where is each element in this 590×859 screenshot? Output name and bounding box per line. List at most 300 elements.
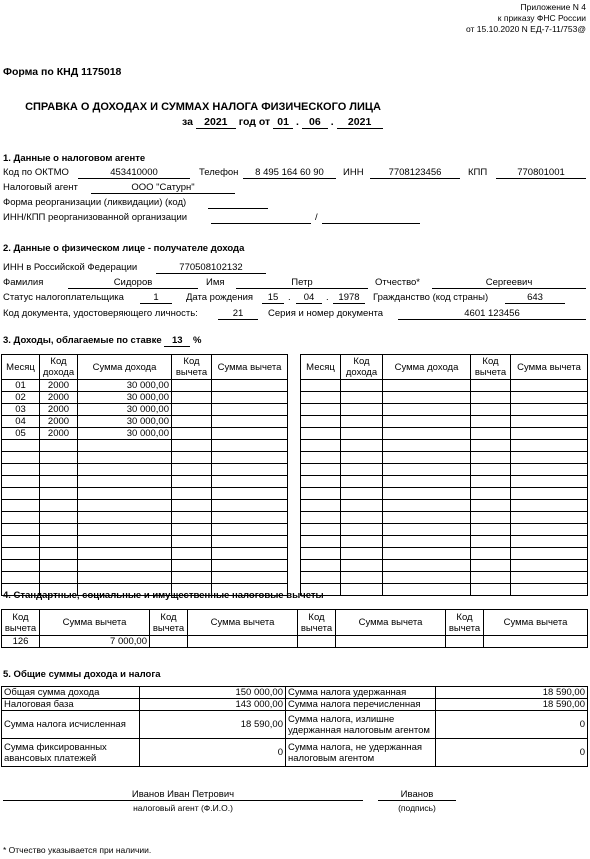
- deduction-sum-cell: [212, 560, 288, 572]
- table-row: [301, 452, 588, 464]
- month-cell: [301, 440, 341, 452]
- th-sum: Сумма вычета: [336, 610, 446, 636]
- deduction-sum-cell: [212, 404, 288, 416]
- deduction-sum-cell: [511, 380, 588, 392]
- deduction-code: 126: [2, 636, 40, 648]
- agent-name: Иванов Иван Петрович: [3, 789, 363, 801]
- income-sum-cell: [78, 548, 172, 560]
- month-cell: [2, 572, 40, 584]
- agent-caption: налоговый агент (Ф.И.О.): [133, 803, 233, 813]
- month-cell: [301, 524, 341, 536]
- deduction-sum-cell: [212, 524, 288, 536]
- month-cell: [301, 464, 341, 476]
- income-sum-cell: [78, 464, 172, 476]
- income-sum-cell: [383, 524, 471, 536]
- excess-label: Сумма налога, излишне удержанная налоговым агентом: [286, 711, 436, 739]
- deduction-code-cell: [471, 560, 511, 572]
- income-sum-cell: [78, 524, 172, 536]
- transferred-value: 18 590,00: [436, 699, 588, 711]
- date-dot: .: [330, 116, 334, 128]
- income-sum-cell: [383, 500, 471, 512]
- deduction-sum-cell: [511, 488, 588, 500]
- deduction-code-cell: [172, 524, 212, 536]
- table-row: [2, 548, 288, 560]
- income-code-cell: [40, 524, 78, 536]
- year-value: 2021: [196, 116, 236, 129]
- th-month: Месяц: [301, 355, 341, 380]
- section2-title: 2. Данные о физическом лице - получателе дохода: [3, 243, 245, 254]
- month-cell: 03: [2, 404, 40, 416]
- income-code-cell: [40, 512, 78, 524]
- empty-cell: [298, 636, 336, 648]
- month-cell: [2, 536, 40, 548]
- income-code-cell: [341, 524, 383, 536]
- deduction-code-cell: [471, 584, 511, 596]
- income-table-left: [1, 354, 288, 596]
- date-dot: .: [296, 116, 299, 128]
- deduction-sum-cell: [212, 392, 288, 404]
- table-row: [301, 404, 588, 416]
- deduction-code-cell: [172, 512, 212, 524]
- section4-title: 4. Стандартные, социальные и имущественные налоговые вычеты: [3, 590, 324, 601]
- signature-caption: (подпись): [398, 803, 436, 813]
- income-code-cell: [40, 452, 78, 464]
- deduction-code-cell: [172, 464, 212, 476]
- birth-year: 1978: [333, 292, 365, 304]
- excess-value: 0: [436, 711, 588, 739]
- deduction-sum-cell: [212, 572, 288, 584]
- doc-num-value: 4601 123456: [398, 308, 586, 320]
- percent-sign: %: [192, 335, 202, 346]
- month-cell: [301, 572, 341, 584]
- income-sum-cell: [383, 392, 471, 404]
- table-row: [301, 428, 588, 440]
- oktmo-value: 453410000: [78, 167, 190, 179]
- income-sum-cell: [78, 488, 172, 500]
- table-row: [301, 440, 588, 452]
- deduction-sum-cell: [212, 548, 288, 560]
- th-month: Месяц: [2, 355, 40, 380]
- income-sum-cell: [78, 512, 172, 524]
- table-row: [2, 392, 288, 404]
- income-code-cell: [341, 488, 383, 500]
- appendix-block: [466, 2, 586, 35]
- deduction-code-cell: [172, 536, 212, 548]
- table-row: [2, 560, 288, 572]
- deduction-sum-cell: [511, 524, 588, 536]
- deduction-code-cell: [172, 548, 212, 560]
- patronymic-value: Сергеевич: [432, 277, 586, 289]
- th-deduction-code: Код вычета: [172, 355, 212, 380]
- deduction-sum-cell: [212, 488, 288, 500]
- not-withheld-value: 0: [436, 739, 588, 767]
- birth-dot: .: [326, 292, 329, 303]
- income-sum-cell: [78, 536, 172, 548]
- income-sum-cell: [383, 536, 471, 548]
- income-code-cell: [40, 440, 78, 452]
- table-row: [2, 404, 288, 416]
- income-code-cell: [40, 488, 78, 500]
- month-cell: [301, 452, 341, 464]
- name-value: Петр: [236, 277, 368, 289]
- signature-name: Иванов: [378, 789, 456, 801]
- table-row: [2, 488, 288, 500]
- month-cell: [301, 512, 341, 524]
- calculated-value: 18 590,00: [140, 711, 286, 739]
- month-cell: [2, 488, 40, 500]
- income-sum-cell: [383, 380, 471, 392]
- status-value: 1: [140, 292, 172, 304]
- month-cell: 01: [2, 380, 40, 392]
- deduction-code-cell: [471, 536, 511, 548]
- inn-value: 7708123456: [370, 167, 460, 179]
- income-code-cell: [40, 464, 78, 476]
- th-income-sum: Сумма дохода: [78, 355, 172, 380]
- tax-base-value: 143 000,00: [140, 699, 286, 711]
- month-cell: [2, 512, 40, 524]
- phone-label: Телефон: [199, 167, 239, 178]
- empty-cell: [150, 636, 188, 648]
- deduction-code-cell: [172, 572, 212, 584]
- income-code-cell: 2000: [40, 380, 78, 392]
- deduction-sum-cell: [212, 452, 288, 464]
- month-cell: [2, 464, 40, 476]
- deduction-sum-cell: [511, 500, 588, 512]
- th-code: Код вычета: [150, 610, 188, 636]
- deduction-code-cell: [471, 452, 511, 464]
- table-row: [2, 428, 288, 440]
- th-deduction-sum: Сумма вычета: [212, 355, 288, 380]
- deduction-sum-cell: [212, 476, 288, 488]
- month-cell: [2, 476, 40, 488]
- income-code-cell: [341, 392, 383, 404]
- month-cell: [301, 500, 341, 512]
- table-row: [301, 416, 588, 428]
- deduction-sum-cell: [511, 584, 588, 596]
- table-row: [2, 524, 288, 536]
- income-code-cell: [341, 476, 383, 488]
- deduction-sum-cell: [212, 428, 288, 440]
- income-code-cell: [341, 440, 383, 452]
- birth-label: Дата рождения: [186, 292, 254, 303]
- month-cell: [2, 548, 40, 560]
- income-sum-cell: 30 000,00: [78, 380, 172, 392]
- deduction-sum-cell: [511, 404, 588, 416]
- table-row: [301, 488, 588, 500]
- deduction-sum-cell: [212, 440, 288, 452]
- income-sum-cell: [383, 416, 471, 428]
- table-row: [2, 416, 288, 428]
- agent-label: Налоговый агент: [3, 182, 78, 193]
- month-cell: [2, 524, 40, 536]
- date-year: 2021: [337, 116, 383, 129]
- th-income-code: Код дохода: [341, 355, 383, 380]
- month-cell: [301, 380, 341, 392]
- income-sum-cell: [78, 500, 172, 512]
- patronymic-label: Отчество*: [375, 277, 420, 288]
- appendix-line: к приказу ФНС России: [497, 13, 586, 23]
- th-code: Код вычета: [446, 610, 484, 636]
- income-code-cell: [40, 572, 78, 584]
- income-code-cell: [341, 464, 383, 476]
- table-row: [2, 572, 288, 584]
- month-cell: 02: [2, 392, 40, 404]
- deduction-code-cell: [471, 512, 511, 524]
- year-mid: год от: [238, 116, 271, 128]
- income-code-cell: 2000: [40, 416, 78, 428]
- month-cell: [301, 404, 341, 416]
- surname-label: Фамилия: [3, 277, 44, 288]
- table-row: [2, 440, 288, 452]
- table-row: [301, 500, 588, 512]
- date-month: 06: [302, 116, 328, 129]
- deduction-code-cell: [172, 416, 212, 428]
- deduction-code-cell: [471, 404, 511, 416]
- month-cell: [301, 476, 341, 488]
- th-deduction-sum: Сумма вычета: [511, 355, 588, 380]
- reorg-kpp-value: [322, 212, 420, 224]
- deduction-sum-cell: [511, 452, 588, 464]
- inn-label: ИНН: [343, 167, 364, 178]
- table-row: [2, 380, 288, 392]
- deduction-sum-cell: [511, 560, 588, 572]
- month-cell: [2, 452, 40, 464]
- doc-code-label: Код документа, удостоверяющего личность:: [3, 308, 198, 319]
- th-income-code: Код дохода: [40, 355, 78, 380]
- deduction-code-cell: [172, 560, 212, 572]
- not-withheld-label: Сумма налога, не удержанная налоговым агентом: [286, 739, 436, 767]
- th-income-sum: Сумма дохода: [383, 355, 471, 380]
- table-row: [301, 548, 588, 560]
- appendix-line: от 15.10.2020 N ЕД-7-11/753@: [465, 24, 586, 34]
- deduction-code-cell: [471, 500, 511, 512]
- month-cell: [2, 500, 40, 512]
- doc-code-value: 21: [218, 308, 258, 320]
- deduction-code-cell: [172, 476, 212, 488]
- month-cell: [301, 416, 341, 428]
- form-code: Форма по КНД 1175018: [3, 66, 122, 78]
- transferred-label: Сумма налога перечисленная: [286, 699, 436, 711]
- table-row: [301, 512, 588, 524]
- deduction-code-cell: [172, 428, 212, 440]
- reorg-inn-label: ИНН/КПП реорганизованной организации: [3, 212, 188, 223]
- income-code-cell: [40, 476, 78, 488]
- deduction-sum-cell: [212, 536, 288, 548]
- income-sum-cell: 30 000,00: [78, 428, 172, 440]
- month-cell: [301, 536, 341, 548]
- empty-cell: [484, 636, 588, 648]
- section3-title-text: 3. Доходы, облагаемые по ставке: [3, 335, 162, 346]
- income-code-cell: [341, 572, 383, 584]
- income-code-cell: [341, 500, 383, 512]
- income-code-cell: 2000: [40, 392, 78, 404]
- table-row: [2, 500, 288, 512]
- agent-value: ООО "Сатурн": [91, 182, 235, 194]
- empty-cell: [446, 636, 484, 648]
- month-cell: [301, 428, 341, 440]
- deduction-code-cell: [471, 464, 511, 476]
- table-row: [2, 464, 288, 476]
- month-cell: [301, 560, 341, 572]
- month-cell: 04: [2, 416, 40, 428]
- income-sum-cell: [78, 560, 172, 572]
- citizenship-value: 643: [505, 292, 565, 304]
- fixed-label: Сумма фиксированных авансовых платежей: [2, 739, 140, 767]
- birth-day: 15: [262, 292, 284, 304]
- deduction-code-cell: [471, 488, 511, 500]
- table-row: [301, 380, 588, 392]
- deductions-table: [1, 609, 588, 648]
- deduction-sum-cell: [212, 380, 288, 392]
- deduction-code-cell: [172, 500, 212, 512]
- income-code-cell: [40, 560, 78, 572]
- deduction-code-cell: [172, 440, 212, 452]
- income-sum-cell: [383, 404, 471, 416]
- reorg-form-label: Форма реорганизации (ликвидации) (код): [3, 197, 187, 208]
- income-sum-cell: [383, 548, 471, 560]
- income-code-cell: [40, 536, 78, 548]
- phone-value: 8 495 164 60 90: [243, 167, 336, 179]
- th-deduction-code: Код вычета: [471, 355, 511, 380]
- deduction-code-cell: [471, 380, 511, 392]
- deduction-sum-cell: [212, 500, 288, 512]
- month-cell: [301, 488, 341, 500]
- deduction-sum-cell: [511, 476, 588, 488]
- appendix-line: Приложение N 4: [520, 2, 586, 12]
- month-cell: [301, 392, 341, 404]
- th-sum: Сумма вычета: [484, 610, 588, 636]
- income-sum-cell: [383, 584, 471, 596]
- income-code-cell: [341, 452, 383, 464]
- month-cell: 05: [2, 428, 40, 440]
- deduction-code-cell: [471, 440, 511, 452]
- kpp-label: КПП: [468, 167, 488, 178]
- table-row: [2, 452, 288, 464]
- surname-value: Сидоров: [68, 277, 198, 289]
- table-row: [301, 392, 588, 404]
- footnote: * Отчество указывается при наличии.: [3, 845, 152, 855]
- table-row: [2, 536, 288, 548]
- tax-base-label: Налоговая база: [2, 699, 140, 711]
- income-sum-cell: 30 000,00: [78, 416, 172, 428]
- th-sum: Сумма вычета: [188, 610, 298, 636]
- th-sum: Сумма вычета: [40, 610, 150, 636]
- empty-cell: [336, 636, 446, 648]
- doc-num-label: Серия и номер документа: [268, 308, 384, 319]
- table-row: [301, 560, 588, 572]
- citizenship-label: Гражданство (код страны): [373, 292, 489, 303]
- deduction-code-cell: [471, 524, 511, 536]
- table-row: [301, 572, 588, 584]
- income-sum-cell: [78, 452, 172, 464]
- empty-cell: [188, 636, 298, 648]
- deduction-code-cell: [172, 392, 212, 404]
- birth-month: 04: [296, 292, 322, 304]
- income-sum-cell: [78, 440, 172, 452]
- income-sum-cell: 30 000,00: [78, 392, 172, 404]
- deduction-code-cell: [471, 476, 511, 488]
- th-code: Код вычета: [2, 610, 40, 636]
- year-prefix: за: [182, 116, 193, 128]
- table-row: [2, 512, 288, 524]
- income-code-cell: [341, 536, 383, 548]
- deduction-code-cell: [172, 404, 212, 416]
- deduction-sum-cell: [511, 428, 588, 440]
- deduction-sum-cell: [511, 440, 588, 452]
- income-code-cell: [341, 380, 383, 392]
- table-row: [301, 524, 588, 536]
- deduction-sum-cell: [212, 464, 288, 476]
- income-sum-cell: [383, 428, 471, 440]
- deduction-code-cell: [471, 428, 511, 440]
- totals-table: [1, 686, 588, 767]
- reorg-inn-value: [211, 212, 311, 224]
- date-day: 01: [273, 116, 293, 129]
- deduction-sum-cell: [511, 572, 588, 584]
- calculated-label: Сумма налога исчисленная: [2, 711, 140, 739]
- name-label: Имя: [206, 277, 225, 288]
- reorg-form-value: [208, 197, 268, 209]
- deduction-sum-cell: [511, 536, 588, 548]
- income-sum-cell: [78, 476, 172, 488]
- deduction-sum: 7 000,00: [40, 636, 150, 648]
- section5-title: 5. Общие суммы дохода и налога: [3, 669, 161, 680]
- deduction-sum-cell: [511, 416, 588, 428]
- income-sum-cell: 30 000,00: [78, 404, 172, 416]
- fixed-value: 0: [140, 739, 286, 767]
- kpp-value: 770801001: [496, 167, 586, 179]
- income-sum-cell: [383, 488, 471, 500]
- deduction-code-cell: [172, 488, 212, 500]
- income-table-right: [300, 354, 588, 596]
- income-code-cell: [341, 560, 383, 572]
- income-code-cell: [341, 416, 383, 428]
- month-cell: [301, 548, 341, 560]
- income-sum-cell: [383, 560, 471, 572]
- withheld-label: Сумма налога удержанная: [286, 687, 436, 699]
- income-code-cell: [40, 500, 78, 512]
- income-code-cell: [341, 404, 383, 416]
- person-inn-label: ИНН в Российской Федерации: [3, 262, 138, 273]
- month-cell: [2, 560, 40, 572]
- income-code-cell: 2000: [40, 428, 78, 440]
- deduction-sum-cell: [511, 464, 588, 476]
- deduction-code-cell: [172, 380, 212, 392]
- deduction-code-cell: [471, 392, 511, 404]
- status-label: Статус налогоплательщика: [3, 292, 124, 303]
- year-line: [182, 116, 383, 129]
- section1-title: 1. Данные о налоговом агенте: [3, 153, 146, 164]
- income-code-cell: [341, 584, 383, 596]
- table-row: [301, 536, 588, 548]
- income-sum-cell: [383, 476, 471, 488]
- person-inn-value: 770508102132: [156, 262, 266, 274]
- month-cell: [2, 440, 40, 452]
- income-code-cell: 2000: [40, 404, 78, 416]
- income-code-cell: [341, 512, 383, 524]
- withheld-value: 18 590,00: [436, 687, 588, 699]
- deduction-sum-cell: [511, 392, 588, 404]
- deduction-sum-cell: [511, 548, 588, 560]
- birth-dot: .: [288, 292, 291, 303]
- income-sum-cell: [383, 440, 471, 452]
- income-sum-cell: [383, 464, 471, 476]
- deduction-sum-cell: [511, 512, 588, 524]
- oktmo-label: Код по ОКТМО: [3, 167, 69, 178]
- table-row: [301, 464, 588, 476]
- deduction-code-cell: [471, 548, 511, 560]
- income-code-cell: [40, 548, 78, 560]
